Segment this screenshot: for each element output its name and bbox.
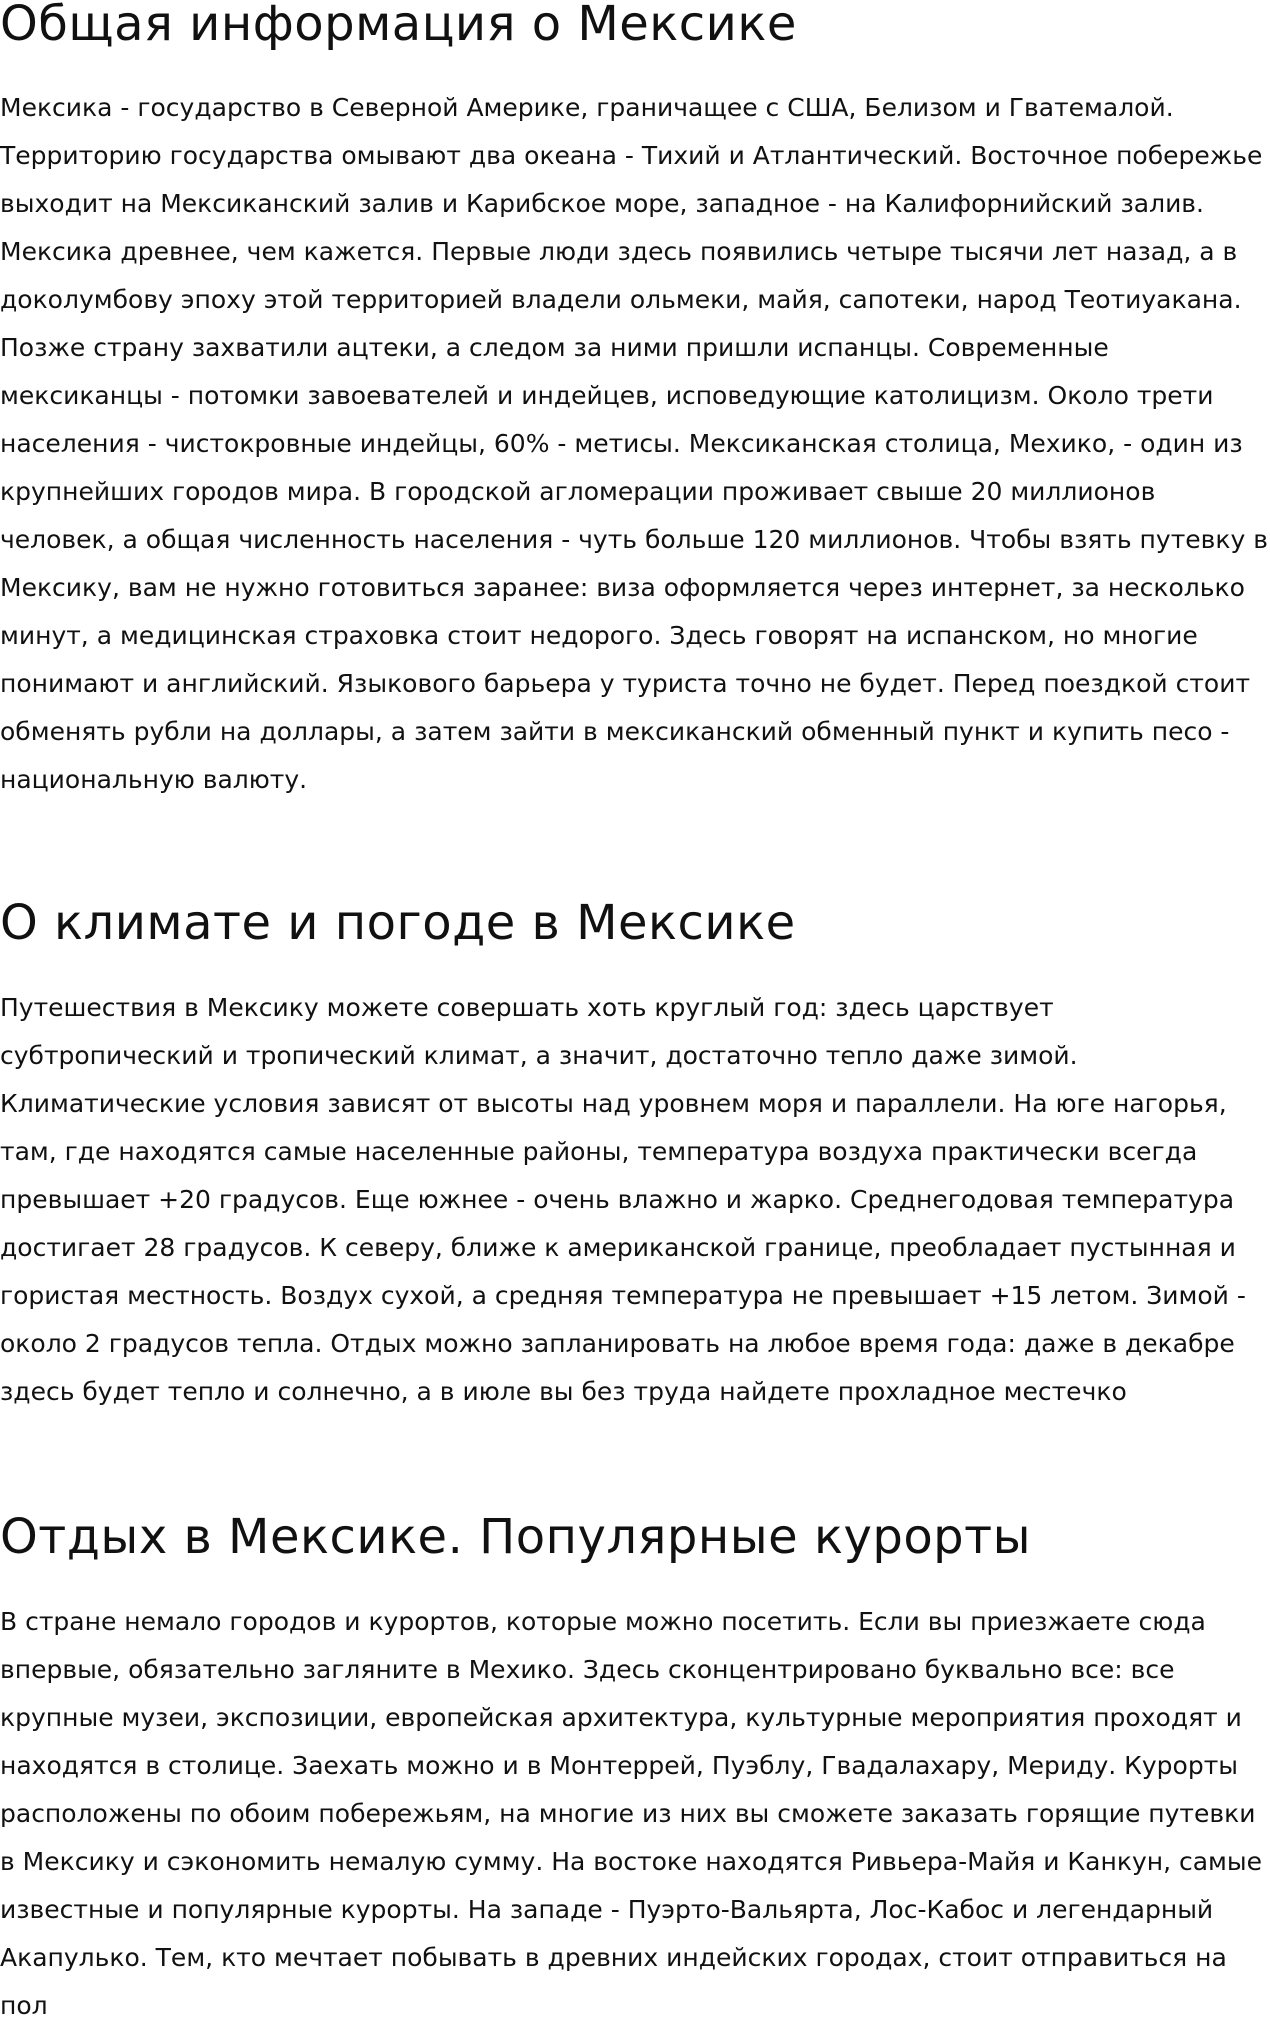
section-paragraph-resorts: В стране немало городов и курортов, которые можно посетить. Если вы приезжаете сюда впервые, обязательно загляните в Мехико. Здесь сконцентрировано буквально все: все крупные музеи, экспозиции, европейская архитектура, культурные мероприятия проходят и находятся в столице. Заехать можно и в Монтеррей, Пуэблу, Гвадалахару, Мериду. Курорты расположены по обоим побережьям, на многие из них вы сможете заказать горящие путевки в Мексику и сэкономить немалую сумму. На востоке находятся Ривьера-Майя и Канкун, самые известные и популярные курорты. На западе - Пуэрто-Вальярта, Лос-Кабос и легендарный Акапулько. Тем, кто мечтает побывать в древних индейских городах, стоит отправиться на пол: [0, 1607, 1263, 2020]
section-heading-resorts: Отдых в Мексике. Популярные курорты: [0, 1509, 1032, 1565]
section-heading-general: Общая информация о Мексике: [0, 0, 797, 52]
section-resorts: [0, 1507, 1270, 2030]
section-paragraph-climate: Путешествия в Мексику можете совершать хоть круглый год: здесь царствует субтропический и тропический климат, а значит, достаточно тепло даже зимой. Климатические условия зависят от высоты над уровнем моря и параллели. На юге нагорья, там, где находятся самые населенные районы, температура воздуха практически всегда превышает +20 градусов. Еще южнее - очень влажно и жарко. Среднегодовая температура достигает 28 градусов. К северу, ближе к американской границе, преобладает пустынная и гористая местность. Воздух сухой, а средняя температура не превышает +15 летом. Зимой - около 2 градусов тепла. Отдых можно запланировать на любое время года: даже в декабре здесь будет тепло и солнечно, а в июле вы без труда найдете прохладное местечко: [0, 993, 1246, 1406]
section-climate: [0, 893, 1270, 1416]
section-paragraph-general: Мексика - государство в Северной Америке, граничащее с США, Белизом и Гватемалой. Территорию государства омывают два океана - Тихий и Атлантический. Восточное побережье выходит на Мексиканский залив и Карибское море, западное - на Калифорнийский залив. Мексика древнее, чем кажется. Первые люди здесь появились четыре тысячи лет назад, а в доколумбову эпоху этой территорией владели ольмеки, майя, сапотеки, народ Теотиуакана. Позже страну захватили ацтеки, а следом за ними пришли испанцы. Современные мексиканцы - потомки завоевателей и индейцев, исповедующие католицизм. Около трети населения - чистокровные индейцы, 60% - метисы. Мексиканская столица, Мехико, - один из крупнейших городов мира. В городской агломерации проживает свыше 20 миллионов человек, а общая численность населения - чуть больше 120 миллионов. Чтобы взять путевку в Мексику, вам не нужно готовиться заранее: виза оформляется через интернет, за несколько минут, а медицинская страховка стоит недорого. Здесь говорят на испанском, но многие понимают и английский. Языкового барьера у туриста точно не будет. Перед поездкой стоит обменять рубли на доллары, а затем зайти в мексиканский обменный пункт и купить песо - национальную валюту.: [0, 93, 1268, 794]
section-general-info: [0, 0, 1270, 804]
section-heading-climate: О климате и погоде в Мексике: [0, 895, 796, 951]
